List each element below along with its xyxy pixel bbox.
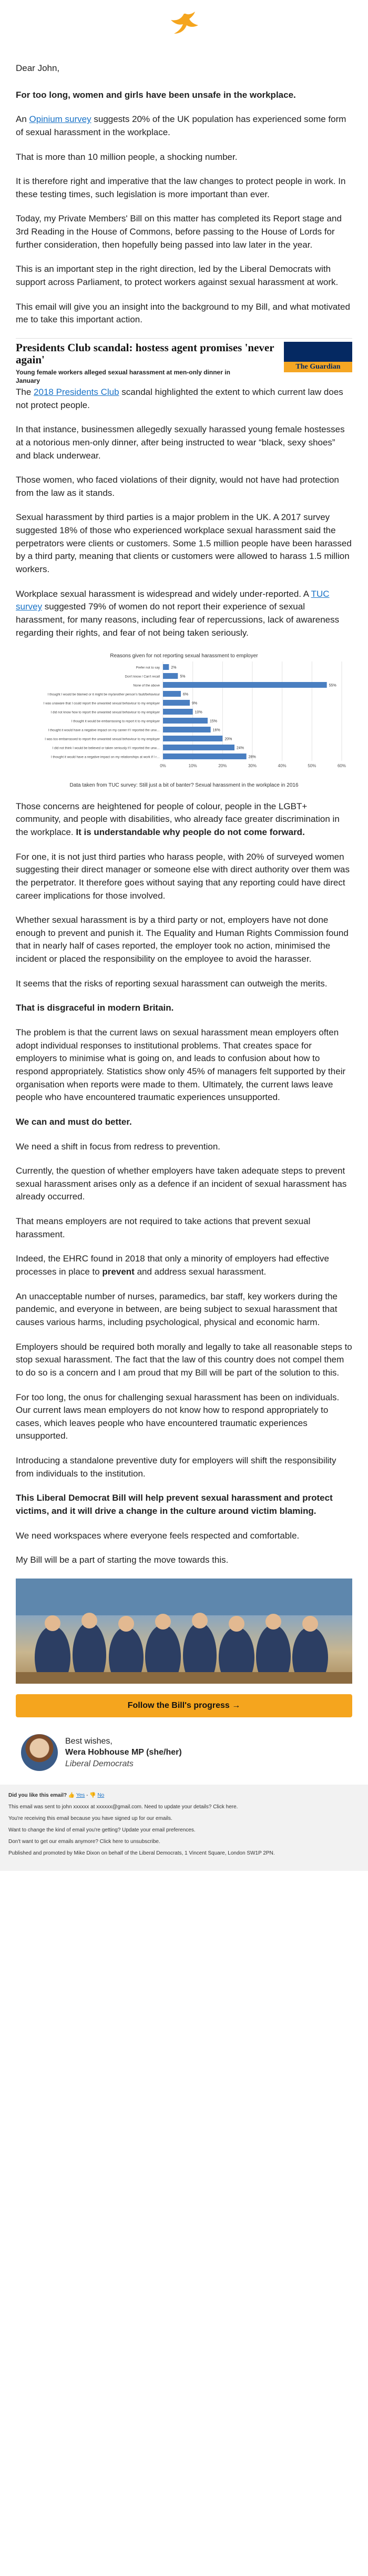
chart-tick-label: 60% <box>337 763 346 769</box>
chart-tick-label: 10% <box>188 763 197 769</box>
closing: Best wishes, <box>65 1736 113 1746</box>
footer <box>0 1785 368 1871</box>
chart-bar <box>163 754 247 759</box>
paragraph: Currently, the question of whether employers have taken adequate steps to prevent sexual harassment arises only as a defence if an incident of sexual harassment has already occurred. <box>16 1166 347 1202</box>
paragraph-bold: We can and must do better. <box>16 1116 132 1127</box>
chart-value-label: 24% <box>237 746 244 750</box>
chart-category-label: I was unaware that I could report the unwanted sexual behaviour to my employer <box>43 701 160 706</box>
chart-bar <box>163 745 234 750</box>
signature <box>16 1734 352 1771</box>
chart-value-label: 6% <box>183 693 189 697</box>
paragraph-bold: That is disgraceful in modern Britain. <box>16 1003 174 1013</box>
chart-tick-label: 30% <box>248 763 257 769</box>
chart-category-label: I thought it would have a negative impact on my career if I reported the unw… <box>48 728 160 732</box>
feedback-row: Did you like this email? 👍 Yes - 👎 No <box>8 1792 105 1798</box>
chart-category-label: I did not know how to report the unwanted sexual behaviour to my employer <box>50 710 160 715</box>
news-headline: Presidents Club scandal: hostess agent promises 'never again' <box>16 341 274 366</box>
chart-category-label: None of the above <box>133 684 160 688</box>
follow-bill-button[interactable]: Follow the Bill's progress → <box>16 1694 352 1717</box>
paragraph-presidents-club: The 2018 Presidents Club scandal highlighted the extent to which current law does not protect people. <box>16 386 343 410</box>
chart-category-label: I did not think I would be believed or taken seriously if I reported the unw… <box>52 746 160 750</box>
paragraph: Employers should be required both morally and legally to take all reasonable steps to stop sexual harassment. The fact that the law of this country does not compel them to do so is a concern and I am proud that my Bill will be part of the solution to this. <box>16 1341 352 1378</box>
chart-tick-label: 0% <box>160 763 166 769</box>
paragraph: We need workspaces where everyone feels respected and comfortable. <box>16 1530 300 1541</box>
signer-name: Wera Hobhouse MP (she/her) <box>65 1748 182 1757</box>
reasons-chart <box>16 651 352 780</box>
chart-value-label: 16% <box>212 728 220 732</box>
paragraph: Today, my Private Members' Bill on this matter has completed its Report stage and 3rd Reading in the House of Commons, before passing to the House of Lords for further consideration, then hopefully being passed into law later in the year. <box>16 213 342 250</box>
paragraph-ehrc: Indeed, the EHRC found in 2018 that only a minority of employers had effective processes in place to prevent and address sexual harassment. <box>16 1254 329 1277</box>
reasons-chart-svg <box>16 651 352 777</box>
paragraph: That is more than 10 million people, a shocking number. <box>16 151 238 162</box>
chart-tick-label: 40% <box>278 763 287 769</box>
chart-bar <box>163 727 211 732</box>
chart-value-label: 2% <box>171 666 177 670</box>
paragraph: This is an important step in the right direction, led by the Liberal Democrats with support across Parliament, to protect workers against sexual harassment at work. <box>16 264 339 288</box>
paragraph: Whether sexual harassment is by a third party or not, employers have not done enough to prevent and punish it. The Equality and Human Rights Commission found that in nearly half of cases reported, the employer took no action, minimised the incident or placed the responsibility on the employee to avoid the harasser. <box>16 915 349 964</box>
chart-category-label: I was too embarrassed to report the unwanted sexual behaviour to my employer <box>45 737 160 741</box>
footer-promoted: Published and promoted by Mike Dixon on behalf of the Liberal Democrats, 1 Vincent Square, London SW1P 2PN. <box>8 1850 275 1856</box>
chart-value-label: 10% <box>195 710 202 715</box>
paragraph-concerns: Those concerns are heightened for people of colour, people in the LGBT+ community, and people with disabilities, who already face greater discrimination in the workplace. It is understandable why people do not come forward. <box>16 801 340 837</box>
news-clipping <box>16 338 352 384</box>
lib-dem-bird-logo <box>16 0 352 46</box>
chart-bar <box>163 709 193 715</box>
paragraph: For one, it is not just third parties who harass people, with 20% of surveyed women suggesting their direct manager or someone else with direct authority over them was the perpetrator. It therefore goes without saying that any reporting could have direct career implications for those involved. <box>16 851 350 901</box>
tuc-survey-link[interactable]: TUC survey <box>16 588 330 612</box>
chart-tick-label: 20% <box>218 763 227 769</box>
chart-category-label: I thought it would be embarrassing to report it to my employer <box>71 719 160 724</box>
paragraph: We need a shift in focus from redress to prevention. <box>16 1141 220 1152</box>
intro-bold: For too long, women and girls have been unsafe in the workplace. <box>16 89 296 100</box>
footer-email-note: This email was sent to john xxxxxx at xxxxxx@gmail.com. Need to update your details? Click here. <box>8 1804 238 1810</box>
news-subheading: Young female workers alleged sexual harassment at men-only dinner in January <box>16 369 230 384</box>
chart-tick-label: 50% <box>308 763 316 769</box>
chart-category-label: Prefer not to say <box>136 666 160 670</box>
footer-signup-note: You're receiving this email because you have signed up for our emails. <box>8 1815 172 1821</box>
paragraph: The problem is that the current laws on sexual harassment mean employers often adopt individual responses to institutional problems. That creates space for employers to minimise what is going on, and leads to confusion about how to respond appropriately. Statistics show only 45% of managers felt supported by their organisation when reports were made to them. Ultimately, the current laws leave people who have encountered traumatic experiences unsupported. <box>16 1027 346 1103</box>
paragraph: For too long, the onus for challenging sexual harassment has been on individuals. Our current laws mean employers do not know how to respond appropriately to cases, which leaves people who have encountered traumatic experiences unsupported. <box>16 1392 340 1441</box>
chart-bar <box>163 673 178 679</box>
paragraph: Those women, who faced violations of their dignity, would not have had protection from the law as it stands. <box>16 475 339 498</box>
paragraph: It is therefore right and imperative that the law changes to protect people in work. In these testing times, such legislation is more important than ever. <box>16 176 346 199</box>
chart-bar <box>163 664 169 670</box>
guardian-label: The Guardian <box>284 362 352 372</box>
chart-value-label: 5% <box>180 675 186 679</box>
feedback-yes-link[interactable]: Yes <box>76 1792 85 1798</box>
signer-party: Liberal Democrats <box>65 1759 134 1768</box>
chart-bar <box>163 736 222 741</box>
chart-caption: Data taken from TUC survey: Still just a bit of banter? Sexual harassment in the workplace in 2016 <box>69 782 299 789</box>
paragraph: In that instance, businessmen allegedly sexually harassed young female hostesses at a notorious men-only dinner, after being instructed to wear “black, sexy shoes” and black underwear. <box>16 424 345 461</box>
paragraph: Introducing a standalone preventive duty for employers will shift the responsibility from individuals to the institution. <box>16 1455 336 1479</box>
chart-title: Reasons given for not reporting sexual harassment to employer <box>110 653 258 659</box>
chart-bar <box>163 718 208 724</box>
chart-value-label: 15% <box>210 719 218 724</box>
paragraph-opinium: An Opinium survey suggests 20% of the UK population has experienced some form of sexual harassment in the workplace. <box>16 114 346 137</box>
chart-category-label: I thought I would be blamed or it might be my/another person's fault/behaviour <box>47 693 160 697</box>
chart-bar <box>163 682 327 688</box>
paragraph: This email will give you an insight into the background to my Bill, and what motivated me to take this important action. <box>16 301 350 325</box>
avatar <box>21 1734 58 1771</box>
paragraph-tuc: Workplace sexual harassment is widespread and widely under-reported. A TUC survey suggested 79% of women do not report their experience of sexual harassment, for many reasons, including fear of repercussions, lack of awareness regarding their rights, and fear of not being taken seriously. <box>16 588 340 638</box>
guardian-image <box>284 342 352 372</box>
greeting: Dear John, <box>16 63 60 73</box>
chart-bar <box>163 691 181 697</box>
footer-preferences-note[interactable]: Want to change the kind of email you're getting? Update your email preferences. <box>8 1827 196 1833</box>
chart-bar <box>163 700 190 706</box>
chart-value-label: 55% <box>329 684 336 688</box>
paragraph: It seems that the risks of reporting sexual harassment can outweigh the merits. <box>16 978 328 989</box>
thumbs-up-icon[interactable]: 👍 <box>68 1792 75 1798</box>
group-photo <box>16 1579 352 1684</box>
paragraph: Sexual harassment by third parties is a major problem in the UK. A 2017 survey suggested 18% of those who experienced workplace sexual harassment said the perpetrators were clients or customers. Some 1.5 million people have been harassed by a third party, meaning that clients or customers were allowed to harass 1.5 million workers. <box>16 512 352 575</box>
chart-category-label: Don't know / Can't recall <box>125 675 160 679</box>
opinium-survey-link[interactable]: Opinium survey <box>29 114 91 125</box>
presidents-club-link[interactable]: 2018 Presidents Club <box>34 386 119 397</box>
chart-value-label: 9% <box>192 701 198 706</box>
paragraph-bold: This Liberal Democrat Bill will help prevent sexual harassment and protect victims, and it will drive a change in the culture around victim blaming. <box>16 1493 333 1516</box>
paragraph: That means employers are not required to take actions that prevent sexual harassment. <box>16 1216 311 1239</box>
thumbs-down-icon[interactable]: 👎 <box>89 1792 96 1798</box>
chart-value-label: 28% <box>248 755 256 759</box>
paragraph: My Bill will be a part of starting the move towards this. <box>16 1555 229 1565</box>
chart-category-label: I thought it would have a negative impact on my relationships at work if I r… <box>50 755 160 759</box>
footer-unsubscribe-note[interactable]: Don't want to get our emails anymore? Click here to unsubscribe. <box>8 1838 160 1845</box>
paragraph: An unacceptable number of nurses, paramedics, bar staff, key workers during the pandemic, and everyone in between, are being subject to sexual harassment that causes various harms, including psychological, physical and economic harm. <box>16 1291 338 1327</box>
feedback-no-link[interactable]: No <box>97 1792 105 1798</box>
chart-value-label: 20% <box>224 737 232 741</box>
